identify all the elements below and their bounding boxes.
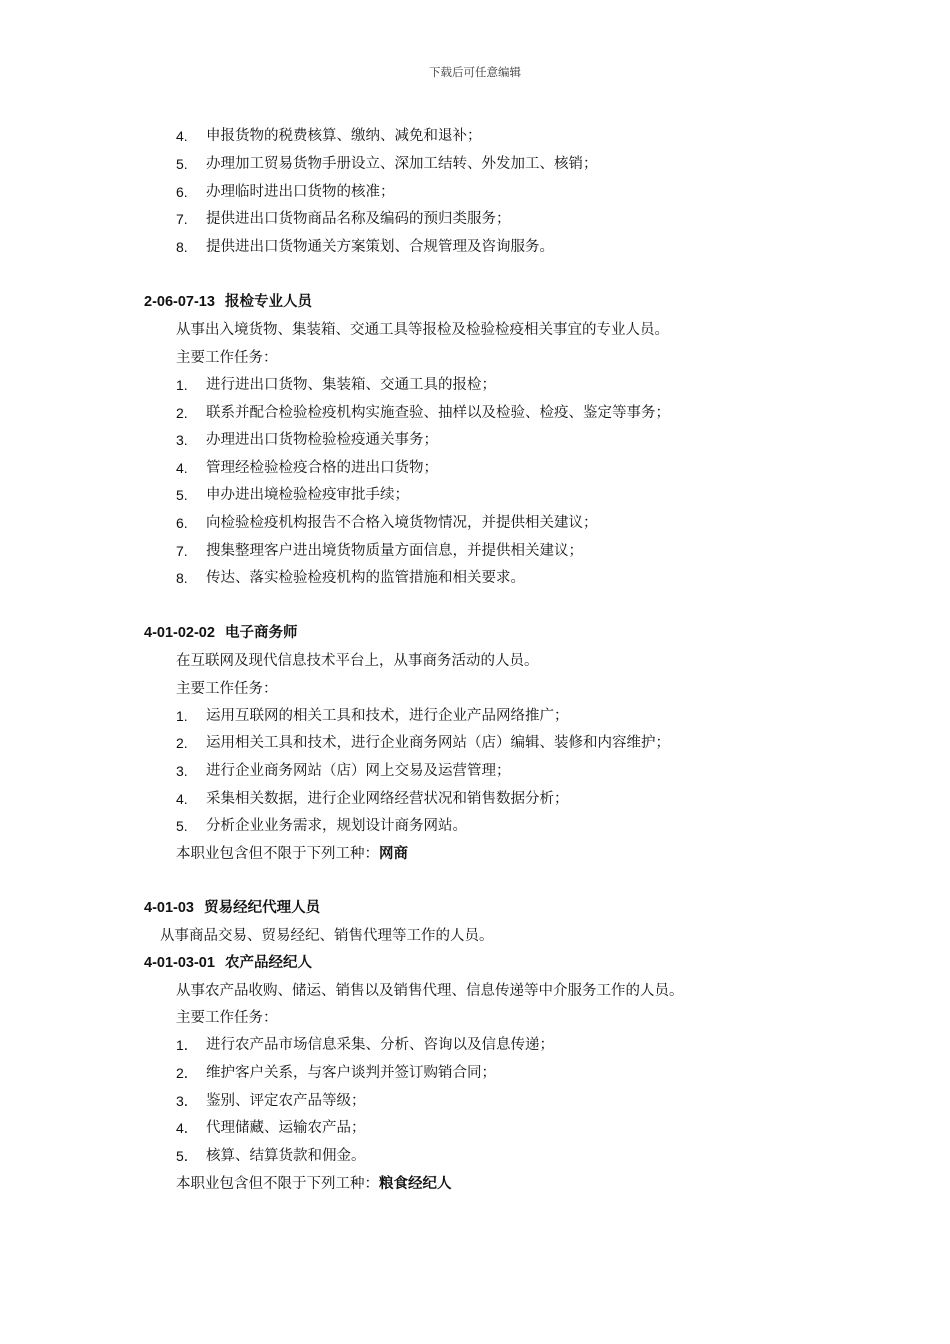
tasks-label: 主要工作任务：	[176, 681, 278, 697]
list-number: 4.	[176, 128, 188, 144]
tasks-label: 主要工作任务：	[176, 1010, 278, 1026]
list-number: 5.	[176, 156, 188, 172]
occupation-code: 2-06-07-13	[144, 294, 215, 310]
list-number: 7.	[176, 211, 188, 227]
occupation-code: 4-01-03-01	[144, 955, 215, 971]
list-text: 联系并配合检验检疫机构实施查验、抽样以及检验、检疫、鉴定等事务；	[206, 405, 670, 421]
list-number: 7.	[176, 543, 188, 559]
list-text: 进行农产品市场信息采集、分析、咨询以及信息传递；	[206, 1037, 554, 1053]
list-text: 鉴别、评定农产品等级；	[206, 1093, 366, 1109]
list-number: 6.	[176, 515, 188, 531]
list-number: 4.	[176, 460, 188, 476]
list-text: 办理临时进出口货物的核准；	[206, 184, 395, 200]
list-number: 5.	[176, 487, 188, 503]
list-text: 管理经检验检疫合格的进出口货物；	[206, 460, 438, 476]
list-text: 代理储藏、运输农产品；	[206, 1120, 366, 1136]
includes-value: 网商	[379, 845, 408, 862]
section-heading	[144, 623, 298, 643]
occupation-description: 从事商品交易、贸易经纪、销售代理等工作的人员。	[160, 928, 494, 944]
list-text: 运用相关工具和技术，进行企业商务网站（店）编辑、装修和内容维护；	[206, 735, 670, 751]
list-number: 2.	[176, 405, 188, 421]
list-number: 3.	[176, 763, 188, 779]
list-text: 搜集整理客户进出境货物质量方面信息，并提供相关建议；	[206, 543, 583, 559]
list-text: 申办进出境检验检疫审批手续；	[206, 487, 409, 503]
occupation-title: 报检专业人员	[225, 293, 313, 310]
occupation-description: 在互联网及现代信息技术平台上，从事商务活动的人员。	[176, 653, 539, 669]
list-number: 5.	[176, 818, 188, 834]
occupation-title: 贸易经纪代理人员	[204, 899, 321, 916]
list-number: 3.	[176, 432, 188, 448]
list-number: 2．	[176, 1065, 198, 1081]
list-text: 向检验检疫机构报告不合格入境货物情况，并提供相关建议；	[206, 515, 598, 531]
list-text: 传达、落实检验检疫机构的监管措施和相关要求。	[206, 570, 525, 586]
occupation-title: 电子商务师	[225, 624, 298, 641]
tasks-label: 主要工作任务：	[176, 350, 278, 366]
list-text: 分析企业业务需求，规划设计商务网站。	[206, 818, 467, 834]
occupation-code: 4-01-03	[144, 900, 194, 916]
occupation-description: 从事出入境货物、集装箱、交通工具等报检及检验检疫相关事宜的专业人员。	[176, 322, 669, 338]
occupation-description: 从事农产品收购、储运、销售以及销售代理、信息传递等中介服务工作的人员。	[176, 983, 684, 999]
section-heading	[144, 292, 312, 312]
list-text: 采集相关数据，进行企业网络经营状况和销售数据分析；	[206, 791, 569, 807]
list-number: 4.	[176, 791, 188, 807]
list-text: 办理进出口货物检验检疫通关事务；	[206, 432, 438, 448]
list-number: 8.	[176, 570, 188, 586]
list-number: 8.	[176, 239, 188, 255]
list-text: 提供进出口货物商品名称及编码的预归类服务；	[206, 211, 511, 227]
list-number: 1.	[176, 708, 188, 724]
list-number: 6.	[176, 184, 188, 200]
list-text: 办理加工贸易货物手册设立、深加工结转、外发加工、核销；	[206, 156, 598, 172]
list-number: 1.	[176, 377, 188, 393]
list-text: 申报货物的税费核算、缴纳、减免和退补；	[206, 128, 482, 144]
includes-label: 本职业包含但不限于下列工种：	[176, 1176, 379, 1192]
page-header: 下载后可任意编辑	[429, 65, 521, 79]
occupation-code: 4-01-02-02	[144, 625, 215, 641]
list-text: 维护客户关系，与客户谈判并签订购销合同；	[206, 1065, 496, 1081]
list-number: 5．	[176, 1148, 198, 1164]
includes-line	[176, 1174, 452, 1194]
list-number: 4．	[176, 1120, 198, 1136]
list-text: 进行企业商务网站（店）网上交易及运营管理；	[206, 763, 511, 779]
list-number: 1．	[176, 1037, 198, 1053]
includes-label: 本职业包含但不限于下列工种：	[176, 846, 379, 862]
occupation-title: 农产品经纪人	[225, 954, 313, 971]
section-heading	[144, 953, 312, 973]
section-heading	[144, 898, 320, 918]
includes-line	[176, 844, 408, 864]
list-number: 3．	[176, 1093, 198, 1109]
includes-value: 粮食经纪人	[379, 1175, 452, 1192]
list-text: 进行进出口货物、集装箱、交通工具的报检；	[206, 377, 496, 393]
list-number: 2.	[176, 735, 188, 751]
list-text: 核算、结算货款和佣金。	[206, 1148, 366, 1164]
list-text: 运用互联网的相关工具和技术，进行企业产品网络推广；	[206, 708, 569, 724]
list-text: 提供进出口货物通关方案策划、合规管理及咨询服务。	[206, 239, 554, 255]
